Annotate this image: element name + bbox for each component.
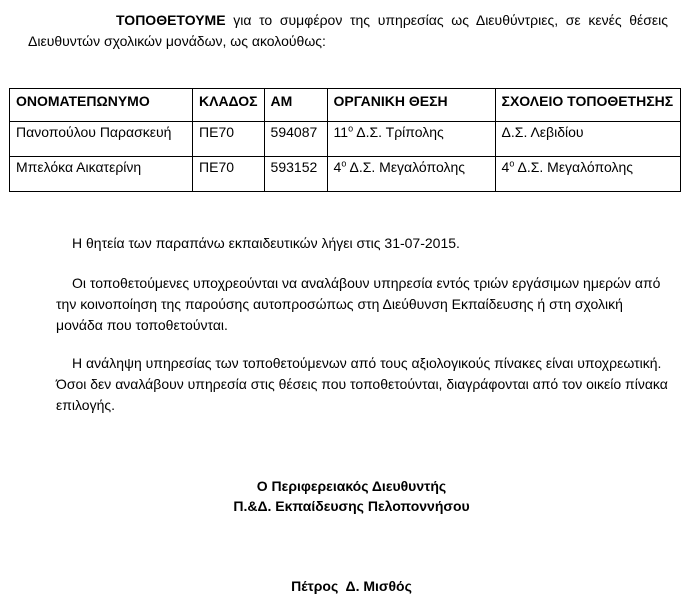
placements-table: [9, 88, 681, 192]
mandatory-paragraph: [56, 353, 676, 416]
mandatory-sentence: Η ανάληψη υπηρεσίας των τοποθετούμενων από τους αξιολογικούς πίνακες είναι υποχρεωτική.: [72, 355, 662, 371]
organic-number: 4: [333, 159, 342, 175]
signatory-name: Πέτρος Δ. Μισθός: [291, 578, 412, 594]
header-branch: ΚΛΑΔΟΣ: [193, 89, 265, 122]
header-organic-position: ΟΡΓΑΝΙΚΗ ΘΕΣΗ: [327, 89, 495, 122]
school-ordinal: ο: [509, 158, 515, 169]
cell-branch: ΠΕ70: [193, 122, 265, 157]
cell-organic-position: [327, 122, 495, 157]
cell-am: 594087: [264, 122, 327, 157]
school-name: Δ.Σ. Μεγαλόπολης: [514, 159, 634, 175]
signatory-organization: Π.&Δ. Εκπαίδευσης Πελοποννήσου: [233, 498, 470, 514]
organic-school: Δ.Σ. Τρίπολης: [353, 124, 444, 140]
organic-ordinal: ο: [341, 158, 347, 169]
term-paragraph: Η θητεία των παραπάνω εκπαιδευτικών λήγει στις 31-07-2015.: [72, 235, 460, 251]
signatory-title: Ο Περιφερειακός Διευθυντής: [256, 478, 447, 494]
cell-placement-school: Δ.Σ. Λεβιδίου: [495, 122, 680, 157]
header-am: ΑΜ: [264, 89, 327, 122]
organic-number: 11: [333, 124, 349, 140]
header-placement-school: ΣΧΟΛΕΙΟ ΤΟΠΟΘΕΤΗΣΗΣ: [495, 89, 680, 122]
cell-placement-school: [495, 157, 680, 192]
organic-ordinal: ο: [348, 123, 354, 134]
obligation-paragraph: Οι τοποθετούμενες υποχρεούνται να αναλάβουν υπηρεσία εντός τριών εργάσιμων ημερών από την κοινοποίηση της παρούσης αυτοπροσώπως στη Διεύθυνση Εκπαίδευσης ή στη σχολική μονάδα που τοποθετούνται.: [56, 275, 661, 333]
intro-paragraph: [28, 10, 668, 52]
table-row: [10, 122, 681, 157]
table-header-row: [10, 89, 681, 122]
school-number: 4: [501, 159, 510, 175]
intro-line-1-text: για το συμφέρον της υπηρεσίας ως Διευθύντριες, σε κενές θέσεις: [233, 12, 669, 28]
intro-line-1: [28, 10, 668, 31]
header-name: ΟΝΟΜΑΤΕΠΩΝΥΜΟ: [10, 89, 193, 122]
intro-line-2: Διευθυντών σχολικών μονάδων, ως ακολούθως:: [28, 33, 326, 49]
cell-name: Πανοπούλου Παρασκευή: [10, 122, 193, 157]
cell-branch: ΠΕ70: [193, 157, 265, 192]
organic-school: Δ.Σ. Μεγαλόπολης: [346, 159, 466, 175]
cell-name: Μπελόκα Αικατερίνη: [10, 157, 193, 192]
table-row: [10, 157, 681, 192]
cell-organic-position: [327, 157, 495, 192]
intro-lead: ΤΟΠΟΘΕΤΟΥΜΕ: [116, 12, 226, 28]
removal-sentence: Όσοι δεν αναλάβουν υπηρεσία στις θέσεις που τοποθετούνται, διαγράφονται από τον οικείο πίνακα επιλογής.: [56, 376, 668, 413]
cell-am: 593152: [264, 157, 327, 192]
